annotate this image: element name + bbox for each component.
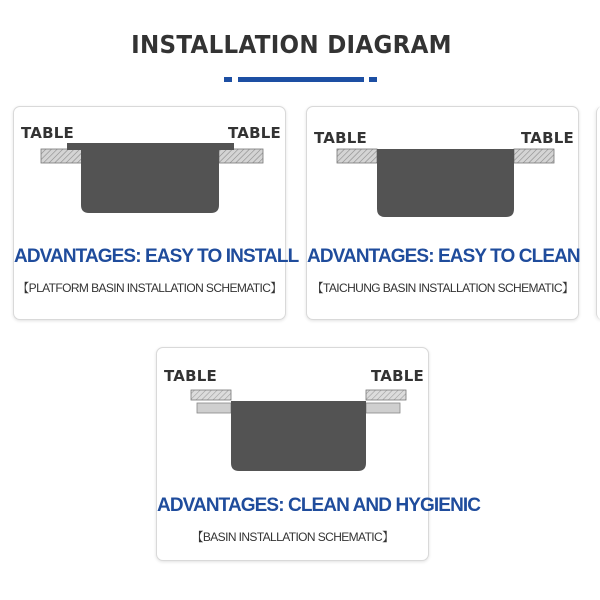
title-rule-main	[238, 77, 364, 82]
taichung-basin-schematic	[307, 107, 580, 237]
countertop-lower-right	[366, 403, 400, 413]
table-label-right: TABLE	[228, 124, 281, 142]
card-partial-right-edge	[596, 106, 600, 320]
countertop-left	[337, 149, 377, 163]
countertop-right	[514, 149, 554, 163]
schematic-caption: 【BASIN INSTALLATION SCHEMATIC】	[191, 530, 394, 544]
countertop-upper-left	[191, 390, 231, 400]
advantage-text: ADVANTAGES: CLEAN AND HYGIENIC	[157, 495, 481, 516]
card-platform-basin	[13, 106, 299, 320]
page-title: INSTALLATION DIAGRAM	[131, 30, 452, 59]
table-label-left: TABLE	[314, 129, 367, 147]
title-rule-left-dot	[224, 77, 232, 82]
card-undermount-basin	[156, 347, 481, 561]
advantage-text: ADVANTAGES: EASY TO INSTALL	[14, 246, 299, 267]
table-label-left: TABLE	[21, 124, 74, 142]
schematic-caption: 【PLATFORM BASIN INSTALLATION SCHEMATIC】	[17, 281, 282, 295]
countertop-upper-right	[366, 390, 406, 400]
title-rule-right-dot	[369, 77, 377, 82]
card-taichung-basin	[306, 106, 579, 320]
table-label-left: TABLE	[164, 367, 217, 385]
basin-bowl	[377, 152, 514, 217]
countertop-right	[219, 149, 263, 163]
countertop-left	[41, 149, 85, 163]
schematic-caption: 【TAICHUNG BASIN INSTALLATION SCHEMATIC】	[311, 281, 574, 295]
table-label-right: TABLE	[521, 129, 574, 147]
basin-bowl	[231, 403, 366, 471]
countertop-lower-left	[197, 403, 231, 413]
advantage-text: ADVANTAGES: EASY TO CLEAN	[307, 246, 580, 267]
basin-bowl	[81, 147, 219, 213]
table-label-right: TABLE	[371, 367, 424, 385]
